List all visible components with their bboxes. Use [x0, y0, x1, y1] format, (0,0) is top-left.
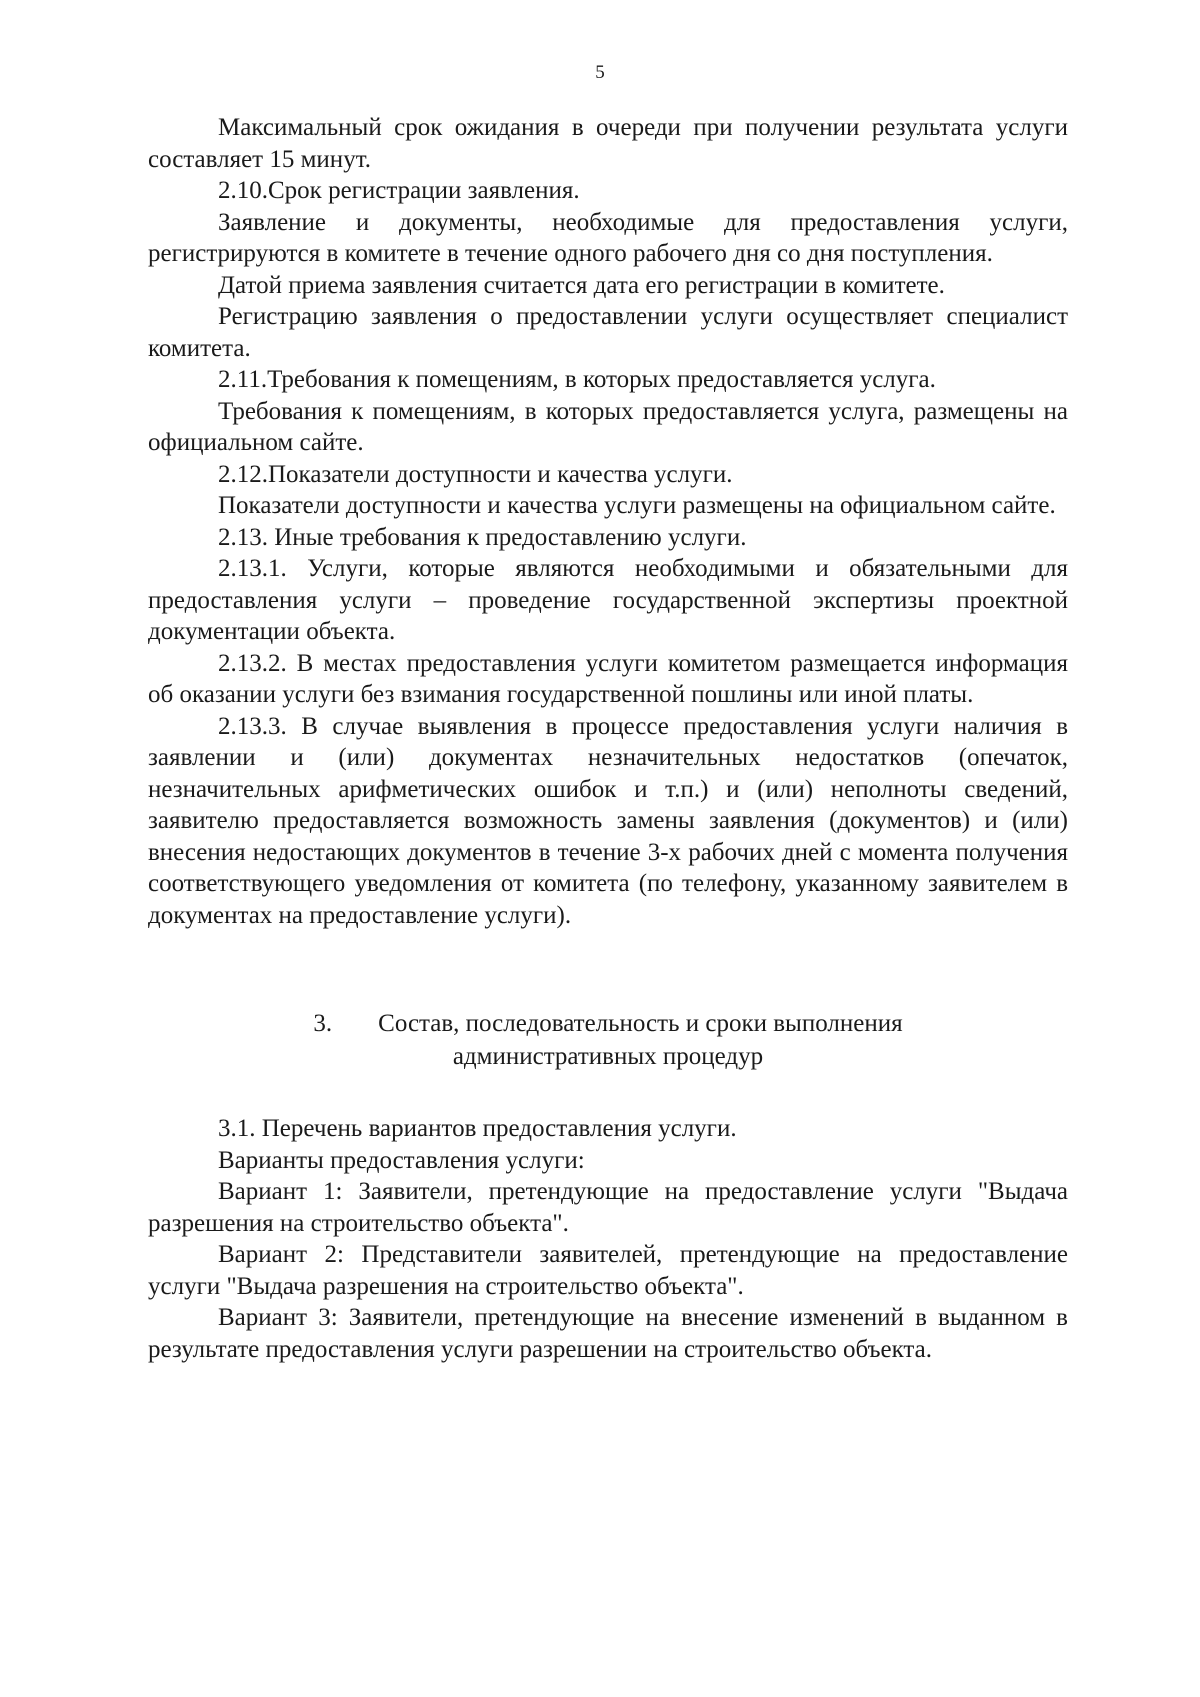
section-title-part-1: Состав, последовательность и сроки выполнения	[378, 1010, 903, 1037]
paragraph: Вариант 3: Заявители, претендующие на внесение изменений в выданном в результате предоставления услуги разрешении на строительство объекта.	[148, 1304, 1068, 1363]
paragraph: 3.1. Перечень вариантов предоставления услуги.	[218, 1115, 737, 1142]
paragraph: 2.13.2. В местах предоставления услуги комитетом размещается информация об оказании услуги без взимания государственной пошлины или иной платы.	[148, 649, 1068, 708]
paragraph: Вариант 1: Заявители, претендующие на предоставление услуги "Выдача разрешения на строительство объекта".	[148, 1178, 1068, 1237]
section-title-part-2: административных процедур	[452, 1043, 764, 1070]
section-number: 3.	[313, 1010, 333, 1037]
paragraph: 2.10.Срок регистрации заявления.	[218, 177, 580, 204]
page-number: 5	[595, 62, 605, 83]
paragraph: 2.13.1. Услуги, которые являются необходимыми и обязательными для предоставления услуги – проведение государственной экспертизы проектной документации объекта.	[148, 555, 1068, 645]
section-3-body	[148, 1113, 1068, 1365]
paragraph: Вариант 2: Представители заявителей, претендующие на предоставление услуги "Выдача разрешения на строительство объекта".	[148, 1241, 1068, 1300]
paragraph: 2.13. Иные требования к предоставлению услуги.	[218, 523, 747, 551]
section-heading	[148, 1007, 1068, 1073]
paragraph: 2.13.3. В случае выявления в процессе предоставления услуги наличия в заявлении и (или) документах незначительных недостатков (опечаток, незначительных арифметических ошибок и т.п.) и (или) неполноты сведений, заявителю предоставляется возможность замены заявления (документов) и (или) внесения недостающих документов в течение 3-х рабочих дней с момента получения соответствующего уведомления от комитета (по телефону, указанному заявителем в документах на предоставление услуги).	[148, 712, 1068, 929]
paragraph: Датой приема заявления считается дата его регистрации в комитете.	[218, 271, 945, 299]
paragraph: Регистрацию заявления о предоставлении услуги осуществляет специалист комитета.	[148, 303, 1068, 362]
paragraph: Заявление и документы, необходимые для предоставления услуги, регистрируются в комитете в течение одного рабочего дня со дня поступления.	[148, 208, 1068, 267]
paragraph: Показатели доступности и качества услуги размещены на официальном сайте.	[218, 492, 1056, 519]
document-body	[148, 112, 1068, 1365]
paragraph: 2.11.Требования к помещениям, в которых предоставляется услуга.	[218, 366, 936, 393]
paragraph: 2.12.Показатели доступности и качества услуги.	[218, 460, 733, 488]
paragraph: Требования к помещениям, в которых предоставляется услуга, размещены на официальном сайте.	[148, 397, 1068, 456]
section-heading-line-1	[148, 1007, 1068, 1040]
paragraph: Варианты предоставления услуги:	[218, 1146, 585, 1174]
paragraph: Максимальный срок ожидания в очереди при получении результата услуги составляет 15 минут.	[148, 114, 1068, 173]
